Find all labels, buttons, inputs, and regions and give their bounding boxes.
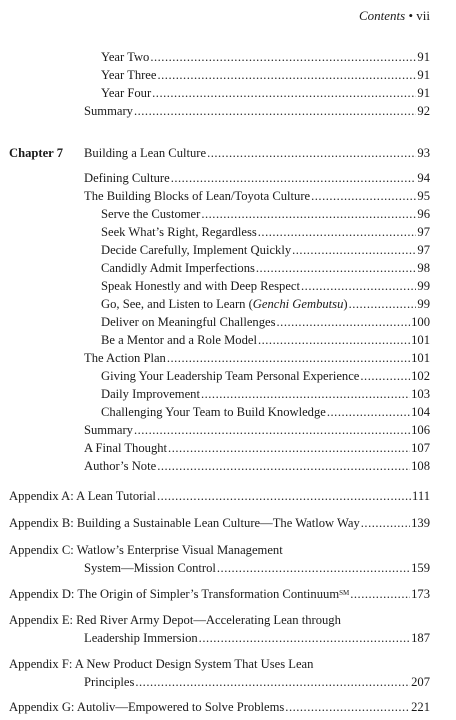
toc-entry-authors-note[interactable] [84,457,430,475]
entry-title: Appendix G: Autoliv—Empowered to Solve Problems [9,700,285,714]
entry-page: 106 [411,423,430,437]
leader-dots [167,349,410,367]
entry-page: 101 [411,333,430,347]
entry-page: 91 [417,68,430,82]
entry-title: Be a Mentor and a Role Model [101,333,257,347]
entry-title: System—Mission Control [84,561,216,575]
leader-dots [158,66,417,84]
entry-page: 97 [417,243,430,257]
toc-entry-go-see[interactable] [101,295,430,313]
toc-entry-challenging-team[interactable] [101,403,430,421]
entry-page: 187 [411,631,430,645]
entry-title [9,585,349,603]
header-page-number: vii [416,8,430,23]
leader-dots [292,241,416,259]
entry-page: 96 [417,207,430,221]
entry-title: Challenging Your Team to Build Knowledge [101,405,326,419]
entry-page: 92 [417,104,430,118]
leader-dots [360,367,410,385]
entry-title: Appendix B: Building a Sustainable Lean Culture—The Watlow Way [9,516,360,530]
toc-entry-summary[interactable] [84,421,430,439]
leader-dots [201,205,416,223]
entry-title: Summary [84,104,133,118]
entry-page: 103 [411,387,430,401]
entry-page: 102 [411,369,430,383]
running-header [359,8,430,24]
entry-title: Principles [84,675,135,689]
toc-appendix-c[interactable] [84,559,430,577]
toc-entry-candidly-admit[interactable] [101,259,430,277]
entry-title: Author’s Note [84,459,157,473]
entry-title: Year Two [101,50,150,64]
header-section-title: Contents [358,8,406,23]
entry-title: Leadership Immersion [84,631,198,645]
leader-dots [199,629,410,647]
toc-appendix-a[interactable] [9,487,430,505]
entry-page: 139 [411,516,430,530]
entry-title: Summary [84,423,133,437]
leader-dots [134,102,416,120]
entry-title-part: ) [343,297,348,311]
entry-page: 207 [411,675,430,689]
entry-page: 99 [417,279,430,293]
toc-appendix-d[interactable] [9,585,430,603]
chapter-label: Chapter 7 [9,146,63,160]
toc-entry-final-thought[interactable] [84,439,430,457]
toc-entry-mentor[interactable] [101,331,430,349]
toc-entry-defining-culture[interactable] [84,169,430,187]
toc-entry-action-plan[interactable] [84,349,430,367]
toc-entry-year-four[interactable] [101,84,430,102]
entry-title: Year Four [101,86,152,100]
entry-page: 107 [411,441,430,455]
entry-page: 159 [411,561,430,575]
service-mark: SM [339,589,350,597]
entry-title: The Action Plan [84,351,166,365]
entry-page: 100 [411,315,430,329]
entry-title: The Building Blocks of Lean/Toyota Culture [84,189,311,203]
leader-dots [349,295,417,313]
entry-page: 104 [411,405,430,419]
entry-title: Appendix A: A Lean Tutorial [9,489,156,503]
entry-title: Serve the Customer [101,207,201,221]
chapter-title: Building a Lean Culture [84,146,207,160]
header-bullet: • [408,8,414,23]
entry-title: Candidly Admit Imperfections [101,261,255,275]
toc-entry-daily-improvement[interactable] [101,385,430,403]
toc-entry-year-three[interactable] [101,66,430,84]
entry-page: 173 [411,587,430,601]
entry-title: Speak Honestly and with Deep Respect [101,279,301,293]
leader-dots [327,403,410,421]
leader-dots [256,259,417,277]
toc-entry-giving-leadership[interactable] [101,367,430,385]
entry-title: Defining Culture [84,171,170,185]
leader-dots [207,144,416,162]
toc-appendix-f-line1[interactable]: Appendix F: A New Product Design System That Uses Lean [9,657,314,671]
entry-page: 94 [417,171,430,185]
entry-page: 98 [417,261,430,275]
entry-title-part: Appendix D: The Origin of Simpler’s Transformation Continuum [9,587,340,601]
leader-dots [168,439,410,457]
leader-dots [135,673,410,691]
toc-entry-speak-honestly[interactable] [101,277,430,295]
entry-title-italic: Genchi Gembutsu [252,297,344,311]
toc-entry-summary[interactable] [84,102,430,120]
entry-title: Decide Carefully, Implement Quickly [101,243,292,257]
leader-dots [201,385,410,403]
entry-title: Seek What’s Right, Regardless [101,225,257,239]
toc-entry-deliver[interactable] [101,313,430,331]
leader-dots [350,585,410,603]
leader-dots [258,223,417,241]
leader-dots [150,48,416,66]
entry-page: 111 [412,489,430,503]
toc-chapter-7[interactable] [84,144,430,162]
leader-dots [285,698,410,716]
leader-dots [258,331,410,349]
leader-dots [157,457,410,475]
entry-page: 91 [417,50,430,64]
entry-title [101,295,348,313]
leader-dots [152,84,416,102]
leader-dots [217,559,410,577]
toc-appendix-c-line1[interactable]: Appendix C: Watlow’s Enterprise Visual Management [9,543,283,557]
entry-page: 221 [411,700,430,714]
toc-appendix-g[interactable] [9,698,430,716]
entry-title: Giving Your Leadership Team Personal Experience [101,369,360,383]
entry-page: 91 [417,86,430,100]
leader-dots [301,277,416,295]
toc-entry-serve-customer[interactable] [101,205,430,223]
leader-dots [134,421,410,439]
entry-title: A Final Thought [84,441,168,455]
leader-dots [277,313,411,331]
entry-page: 108 [411,459,430,473]
toc-appendix-f[interactable] [84,673,430,691]
entry-title: Deliver on Meaningful Challenges [101,315,276,329]
entry-title-part: Go, See, and Listen to Learn ( [101,297,253,311]
toc-appendix-e-line1[interactable]: Appendix E: Red River Army Depot—Accelerating Lean through [9,613,341,627]
leader-dots [311,187,416,205]
toc-appendix-e[interactable] [84,629,430,647]
toc-entry-year-two[interactable] [101,48,430,66]
entry-page: 97 [417,225,430,239]
toc-appendix-b[interactable] [9,514,430,532]
entry-page: 95 [417,189,430,203]
entry-title: Year Three [101,68,157,82]
chapter-page: 93 [417,146,430,160]
toc-entry-seek-right[interactable] [101,223,430,241]
leader-dots [171,169,417,187]
leader-dots [157,487,411,505]
leader-dots [361,514,410,532]
entry-title: Daily Improvement [101,387,200,401]
entry-page: 99 [417,297,430,311]
toc-entry-building-blocks[interactable] [84,187,430,205]
toc-entry-decide-carefully[interactable] [101,241,430,259]
entry-page: 101 [411,351,430,365]
